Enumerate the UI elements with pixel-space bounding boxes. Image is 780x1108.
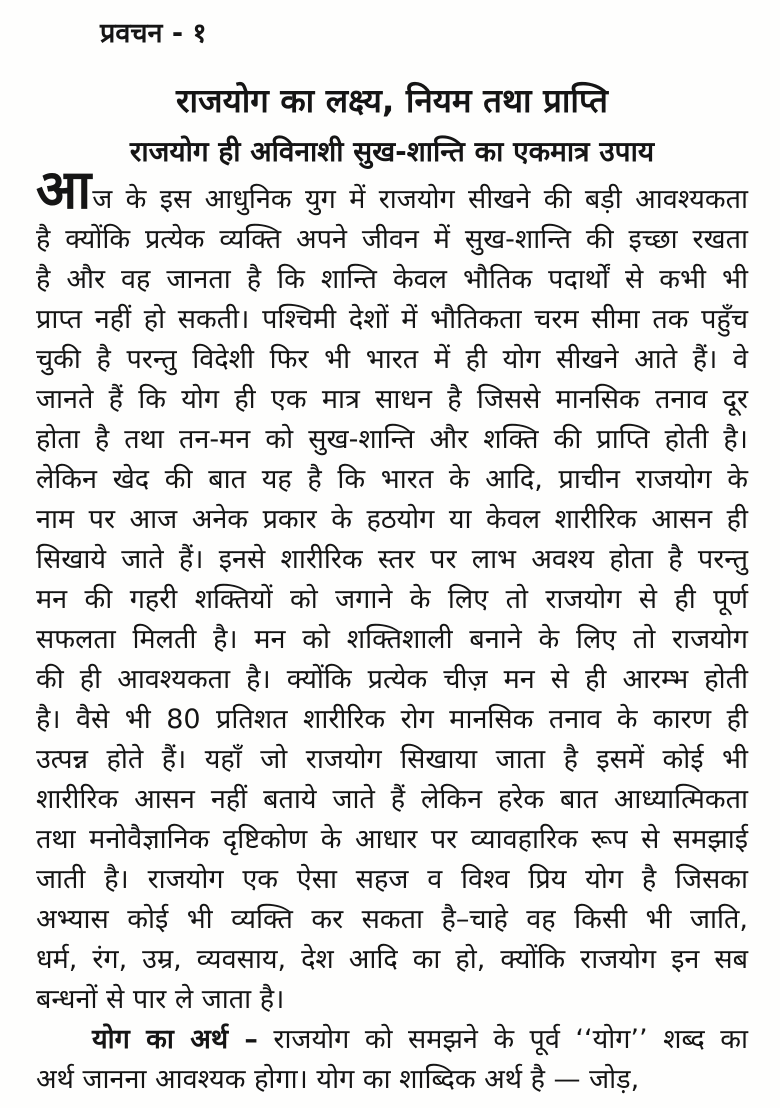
paragraph-2-lead-rest: राजयोग को समझने के पूर्व ‘‘योग’’ शब्द का [257, 1024, 748, 1055]
body-line-10: सिखाये जाते हैं। इनसे शारीरिक स्तर पर लाभ अवश्य होता है परन्तु [36, 544, 748, 575]
body-line-19: अभ्यास कोई भी व्यक्ति कर सकता है–चाहे वह किसी भी जाति, [36, 904, 748, 935]
body-line-8: लेकिन खेद की बात यह है कि भारत के आदि, प्राचीन राजयोग के [36, 464, 748, 495]
drop-cap: आ [36, 158, 93, 221]
body-line-20: धर्म, रंग, उम्र, व्यवसाय, देश आदि का हो, क्योंकि राजयोग इन सब [36, 944, 748, 975]
page-title: राजयोग का लक्ष्य, नियम तथा प्राप्ति [176, 81, 608, 120]
paragraph-1 [36, 158, 748, 1020]
body-line-6: जानते हैं कि योग ही एक मात्र साधन है जिससे मानसिक तनाव दूर [36, 384, 748, 415]
body-line-1-text: ज के इस आधुनिक युग में राजयोग सीखने की बड़ी आवश्यकता [92, 184, 748, 215]
paragraph-2-lead: योग का अर्थ – [92, 1024, 258, 1055]
body-line-15: उत्पन्न होते हैं। यहाँ जो राजयोग सिखाया जाता है इसमें कोई भी [36, 744, 748, 775]
body-text [36, 158, 748, 1100]
body-line-5: चुकी है परन्तु विदेशी फिर भी भारत में ही योग सीखने आते हैं। वे [36, 344, 748, 375]
body-line-9: नाम पर आज अनेक प्रकार के हठयोग या केवल शारीरिक आसन ही [36, 504, 748, 535]
body-line-11: मन की गहरी शक्तियों को जगाने के लिए तो राजयोग से ही पूर्ण [36, 584, 748, 615]
body-line-17: तथा मनोवैज्ञानिक दृष्टिकोण के आधार पर व्यावहारिक रूप से समझाई [36, 824, 748, 855]
page-subtitle: राजयोग ही अविनाशी सुख-शान्ति का एकमात्र उपाय [129, 135, 655, 168]
body-line-21: बन्धनों से पार ले जाता है। [36, 984, 285, 1015]
body-line-1 [36, 158, 748, 221]
body-line-7: होता है तथा तन-मन को सुख-शान्ति और शक्ति की प्राप्ति होती है। [36, 424, 748, 455]
paragraph-2 [36, 1020, 748, 1100]
body-line-2: है क्योंकि प्रत्येक व्यक्ति अपने जीवन में सुख-शान्ति की इच्छा रखता [36, 224, 748, 255]
body-line-14: है। वैसे भी 80 प्रतिशत शारीरिक रोग मानसिक तनाव के कारण ही [36, 704, 748, 735]
body-line-12: सफलता मिलती है। मन को शक्तिशाली बनाने के लिए तो राजयोग [36, 624, 748, 655]
body-line-4: प्राप्त नहीं हो सकती। पश्चिमी देशों में भौतिकता चरम सीमा तक पहुँच [36, 304, 748, 335]
body-line-22 [36, 1020, 748, 1060]
body-line-23: अर्थ जानना आवश्यक होगा। योग का शाब्दिक अर्थ है — जोड़, [36, 1064, 640, 1095]
body-line-18: जाती है। राजयोग एक ऐसा सहज व विश्व प्रिय योग है जिसका [36, 864, 748, 895]
body-line-3: है और वह जानता है कि शान्ति केवल भौतिक पदार्थों से कभी भी [36, 264, 748, 295]
chapter-header: प्रवचन - १ [100, 18, 207, 49]
body-line-13: की ही आवश्यकता है। क्योंकि प्रत्येक चीज़ मन से ही आरम्भ होती [36, 664, 748, 695]
body-line-16: शारीरिक आसन नहीं बताये जाते हैं लेकिन हरेक बात आध्यात्मिकता [36, 784, 748, 815]
